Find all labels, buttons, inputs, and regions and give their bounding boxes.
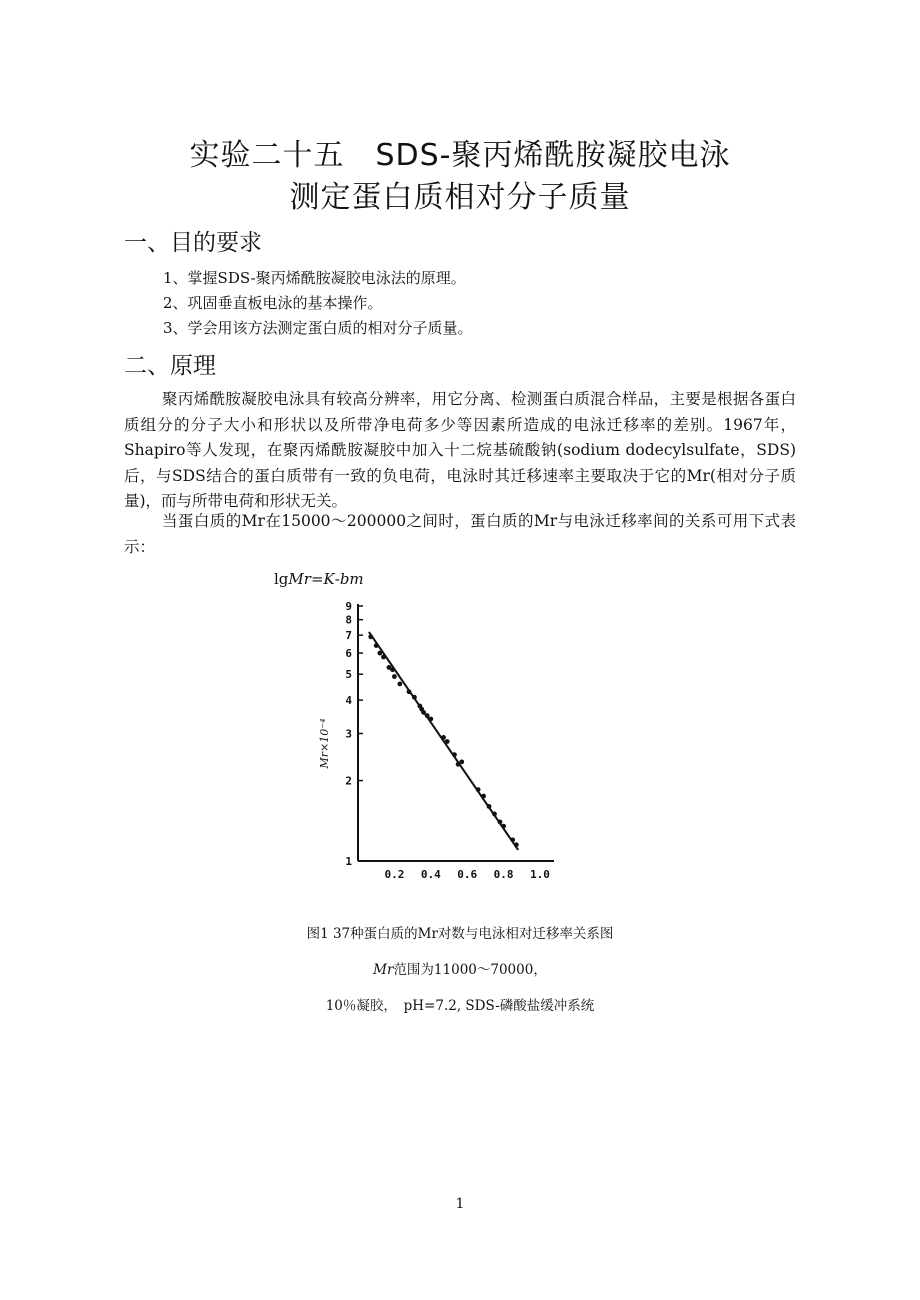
- data-point: [390, 667, 395, 672]
- data-point: [368, 634, 373, 639]
- data-point: [459, 759, 464, 764]
- mr-migration-chart: [310, 596, 570, 886]
- principle-paragraph-2: 当蛋白质的Mr在15000～200000之间时，蛋白质的Mr与电泳迁移率间的关系可用下式表示：: [124, 512, 796, 556]
- section-heading-goals: 一、目的要求: [124, 230, 262, 256]
- formula-var-k: K: [323, 570, 335, 588]
- formula-var-bm: bm: [339, 570, 364, 588]
- y-tick-label: 9: [345, 600, 352, 613]
- formula-var-mr: Mr: [288, 570, 311, 588]
- data-point: [501, 824, 506, 829]
- data-point: [445, 739, 450, 744]
- data-point: [510, 837, 515, 842]
- y-tick-label: 5: [345, 668, 352, 682]
- data-point: [441, 735, 446, 740]
- data-point: [374, 643, 379, 648]
- y-tick-label: 2: [345, 774, 352, 788]
- data-point: [392, 674, 397, 679]
- formula-minus: -: [334, 570, 340, 588]
- x-tick-label: 0.4: [420, 868, 441, 881]
- data-point: [481, 794, 486, 799]
- data-point: [407, 689, 412, 694]
- y-axis-label: Mr×10⁻⁴: [318, 718, 331, 769]
- figure-caption: 图1 37种蛋白质的Mr对数与电泳相对迁移率关系图: [306, 926, 614, 942]
- data-point: [412, 695, 417, 700]
- data-point: [425, 713, 430, 718]
- data-point: [487, 804, 492, 809]
- x-tick-label: 0.2: [384, 868, 405, 881]
- caption-range-text: 范围为11000～70000，: [393, 962, 547, 978]
- fit-line: [369, 632, 518, 850]
- data-point: [492, 812, 497, 817]
- data-point: [428, 717, 433, 722]
- y-tick-label: 6: [345, 647, 352, 661]
- y-tick-label: 1: [345, 855, 352, 868]
- data-point: [476, 787, 481, 792]
- formula-equals: =: [310, 570, 324, 588]
- page-title-line1: 实验二十五 SDS-聚丙烯酰胺凝胶电泳: [189, 138, 731, 173]
- x-tick-label: 0.6: [457, 868, 478, 881]
- formula: [274, 570, 364, 588]
- data-point: [421, 710, 426, 715]
- page-number: 1: [455, 1196, 465, 1212]
- data-point: [452, 752, 457, 757]
- section-heading-principle: 二、原理: [124, 353, 216, 379]
- data-point: [377, 651, 382, 656]
- figure-caption-conditions: 10％凝胶， pH=7.2, SDS-磷酸盐缓冲系统: [325, 998, 595, 1014]
- y-tick-label: 4: [345, 694, 352, 708]
- y-tick-label: 8: [345, 613, 352, 627]
- data-point: [498, 820, 503, 825]
- data-point: [381, 655, 386, 660]
- formula-prefix: lg: [274, 570, 289, 588]
- y-tick-label: 3: [345, 727, 352, 741]
- caption-var-mr: Mr: [373, 962, 394, 978]
- x-tick-label: 0.8: [493, 868, 514, 881]
- page-title-line2: 测定蛋白质相对分子质量: [289, 180, 631, 215]
- goal-item: 1、掌握SDS-聚丙烯酰胺凝胶电泳法的原理。: [163, 269, 466, 287]
- principle-paragraph-1: 聚丙烯酰胺凝胶电泳具有较高分辨率，用它分离、检测蛋白质混合样品，主要是根据各蛋白质组分的分子大小和形状以及所带净电荷多少等因素所造成的电泳迁移率的差别。1967年，Shapiro等人发现，在聚丙烯酰胺凝胶中加入十二烷基硫酸钠(sodium dodecylsulfate，SDS)后，与SDS结合的蛋白质带有一致的负电荷，电泳时其迁移速率主要取决于它的Mr(相对分子质量)，而与所带电荷和形状无关。: [124, 390, 796, 510]
- data-point: [397, 681, 402, 686]
- y-tick-label: 7: [345, 629, 352, 643]
- data-point: [514, 842, 519, 847]
- x-tick-label: 1.0: [530, 868, 550, 881]
- goal-item: 3、学会用该方法测定蛋白质的相对分子质量。: [163, 319, 473, 337]
- goal-item: 2、巩固垂直板电泳的基本操作。: [163, 294, 383, 312]
- figure-caption-range: [0, 958, 920, 978]
